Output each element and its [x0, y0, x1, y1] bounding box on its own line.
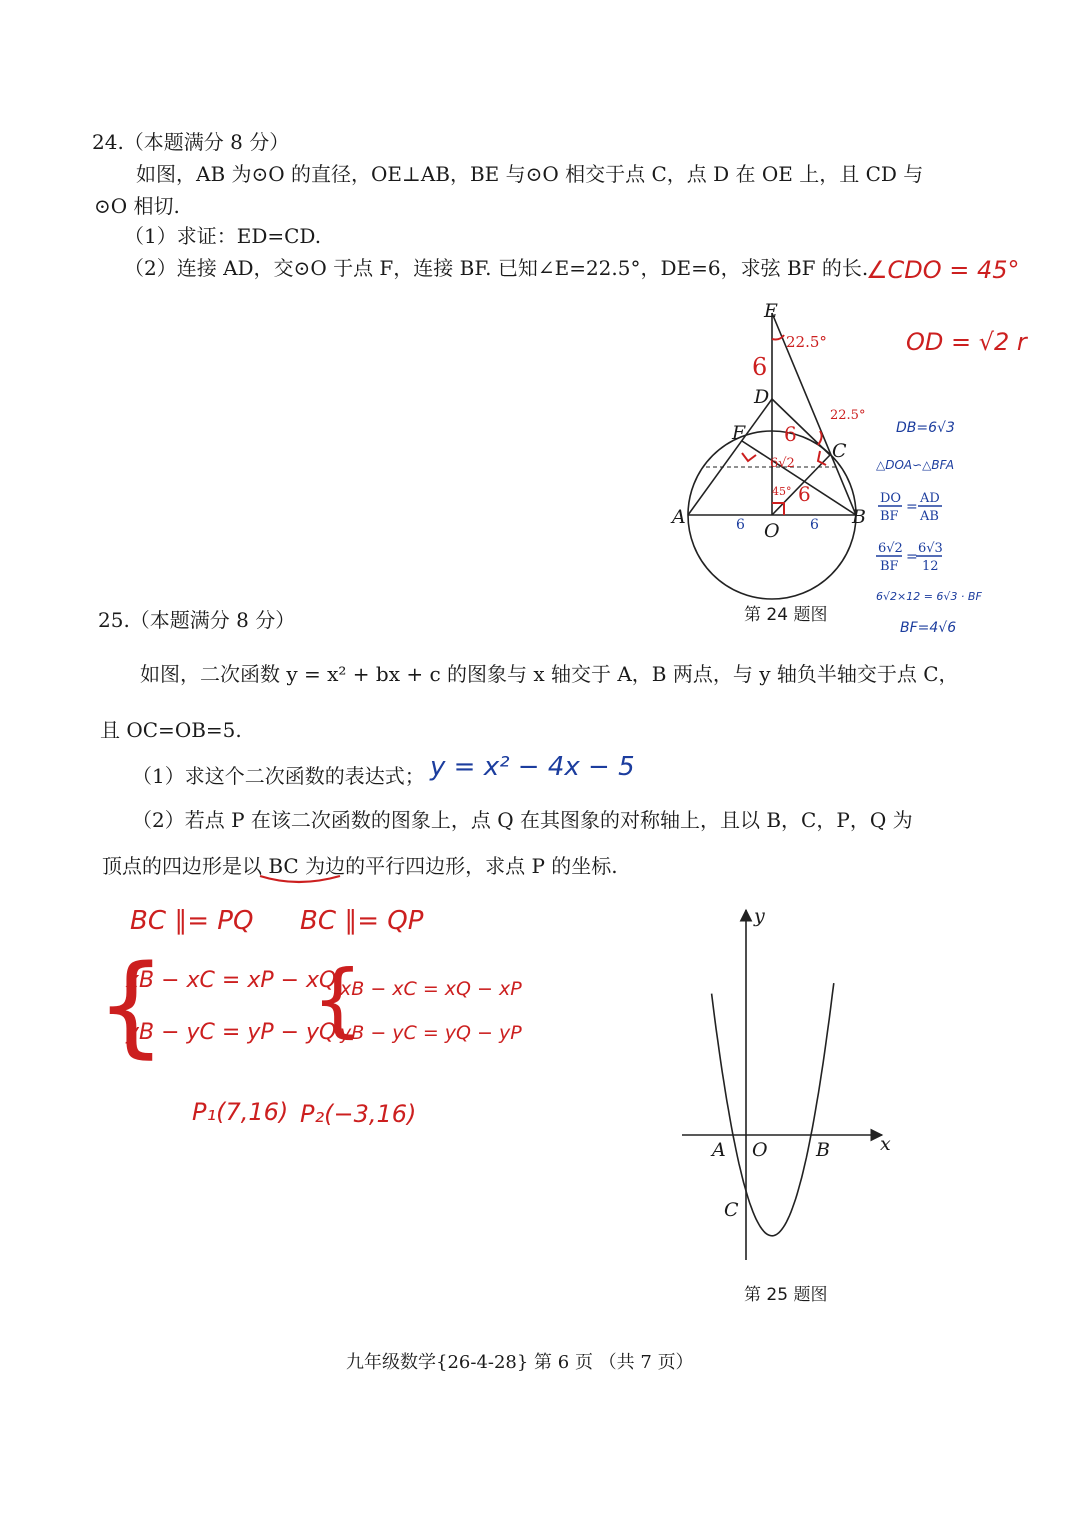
svg-text:DO: DO	[880, 491, 902, 506]
q24-blue-l2: △DOA∽△BFA	[876, 458, 955, 472]
q25-case2-eq2: yB − yC = yQ − yP	[340, 1022, 522, 1044]
q25-brace-2: {	[312, 953, 363, 1046]
q24-figure	[660, 295, 870, 625]
angle-arc-c	[818, 431, 822, 445]
segment-cd	[772, 399, 830, 455]
note-angle-e: 22.5°	[786, 333, 827, 351]
q24-stem-line1: 如图，AB 为⊙O 的直径，OE⊥AB，BE 与⊙O 相交于点 C，点 D 在 OE 上，且 CD 与	[136, 162, 924, 186]
svg-text:BF: BF	[880, 559, 899, 574]
q24-header: 24.（本题满分 8 分）	[92, 130, 290, 154]
label-x: x	[880, 1133, 891, 1155]
svg-text:BF: BF	[880, 509, 899, 524]
note-angle-45: 45°	[772, 485, 792, 498]
q24-blue-ratio1	[870, 486, 950, 526]
q25-case2-eq1: xB − xC = xQ − xP	[340, 978, 522, 1000]
q25-part1-answer: y = x² − 4x − 5	[430, 752, 635, 782]
page-footer: 九年级数学{26-4-28} 第 6 页 （共 7 页）	[346, 1352, 694, 1373]
q25-part1: （1）求这个二次函数的表达式；	[132, 764, 425, 788]
svg-text:AB: AB	[920, 509, 939, 524]
q24-part1: （1）求证：ED=CD.	[124, 224, 322, 248]
q24-figure-caption: 第 24 题图	[744, 605, 828, 625]
q25-case2-title: BC ∥= QP	[300, 906, 424, 936]
svg-text:6√2: 6√2	[878, 541, 903, 556]
note-de: 6	[752, 353, 768, 381]
q25-part2-line1: （2）若点 P 在该二次函数的图象上，点 Q 在其图象的对称轴上，且以 B，C，P，Q 为	[132, 808, 913, 832]
q25-stem-line1: 如图，二次函数 y = x² + bx + c 的图象与 x 轴交于 A，B 两点，与 y 轴负半轴交于点 C，	[140, 662, 959, 686]
right-angle-mark-f	[742, 453, 756, 461]
q25-case1-eq2: yB − yC = yP − yQ	[126, 1020, 337, 1045]
q25-figure-caption: 第 25 题图	[744, 1285, 828, 1305]
label-a25: A	[712, 1139, 726, 1161]
q24-note-angle-cdo: ∠CDO = 45°	[866, 256, 1020, 284]
q25-header: 25.（本题满分 8 分）	[98, 608, 296, 632]
label-y: y	[754, 905, 765, 927]
label-o25: O	[752, 1139, 768, 1161]
q25-part2-line2: 顶点的四边形是以 BC 为边的平行四边形，求点 P 的坐标.	[102, 854, 618, 878]
note-fd: 6√2	[770, 456, 795, 471]
q24-part2: （2）连接 AD，交⊙O 于点 F，连接 BF. 已知∠E=22.5°，DE=6，求弦 BF 的长.	[124, 256, 869, 280]
parabola-curve	[712, 983, 834, 1236]
q25-case1-eq1: xB − xC = xP − xQ	[126, 968, 337, 993]
q25-brace-1: {	[96, 941, 166, 1069]
label-a: A	[672, 506, 686, 528]
underline-bc	[258, 872, 342, 886]
label-c: C	[832, 440, 847, 462]
note-angle-c: 22.5°	[830, 408, 866, 423]
q24-blue-l6: BF=4√6	[900, 620, 957, 636]
note-ao: 6	[736, 517, 745, 533]
label-f: F	[732, 422, 746, 444]
q24-blue-l1: DB=6√3	[896, 420, 955, 436]
note-dc: 6	[784, 422, 797, 446]
label-e: E	[764, 300, 778, 322]
label-b: B	[852, 506, 866, 528]
label-o: O	[764, 520, 780, 542]
label-d: D	[754, 386, 770, 408]
note-ob: 6	[810, 517, 819, 533]
q25-answer2: P₂(−3,16)	[300, 1100, 417, 1128]
note-oc: 6	[798, 482, 811, 506]
svg-text:12: 12	[922, 559, 939, 574]
q25-stem-line2: 且 OC=OB=5.	[100, 718, 242, 742]
svg-text:AD: AD	[920, 491, 940, 506]
svg-text:6√3: 6√3	[918, 541, 943, 556]
right-angle-mark-c	[818, 451, 826, 465]
q24-blue-ratio2	[870, 536, 950, 576]
q24-blue-l5: 6√2×12 = 6√3 · BF	[876, 590, 982, 603]
q25-case1-title: BC ∥= PQ	[130, 906, 254, 936]
svg-text:=: =	[906, 549, 918, 565]
label-c25: C	[724, 1199, 739, 1221]
label-b25: B	[816, 1139, 830, 1161]
q25-figure	[670, 900, 900, 1270]
q24-stem-line2: ⊙O 相切.	[94, 194, 180, 218]
q25-answer1: P₁(7,16)	[192, 1098, 289, 1126]
q24-note-od: OD = √2 r	[906, 328, 1027, 356]
segment-ad	[688, 399, 772, 515]
svg-text:=: =	[906, 499, 918, 515]
